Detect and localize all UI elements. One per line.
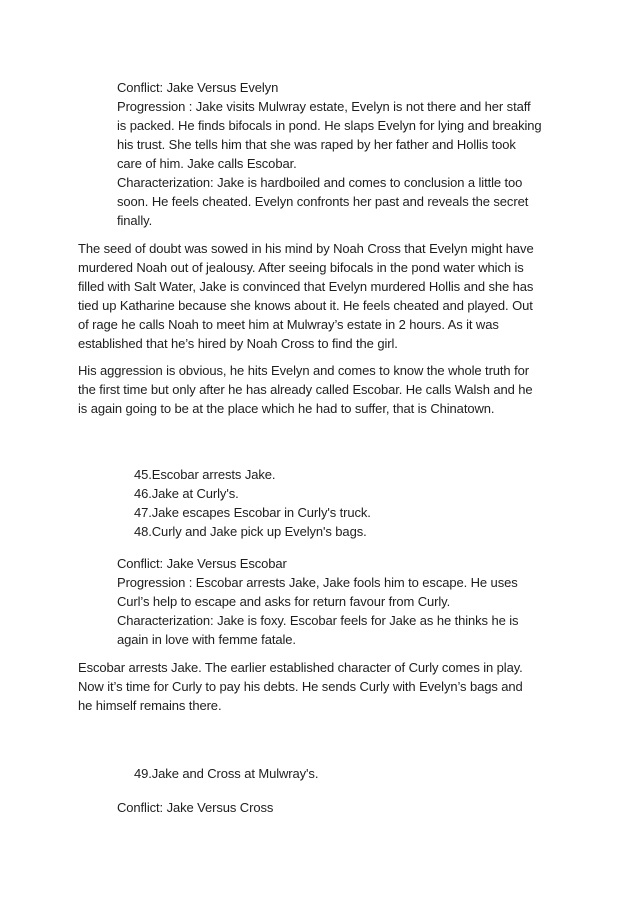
paragraph1-line: established that he’s hired by Noah Cross to find the girl. xyxy=(78,336,398,351)
paragraph1-line: The seed of doubt was sowed in his mind by Noah Cross that Evelyn might have xyxy=(78,241,534,256)
section1-characterization-line: Characterization: Jake is hardboiled and comes to conclusion a little too xyxy=(117,175,523,190)
paragraph1-line: of rage he calls Noah to meet him at Mulwray’s estate in 2 hours. As it was xyxy=(78,317,499,332)
section1-characterization-line: soon. He feels cheated. Evelyn confronts her past and reveals the secret xyxy=(117,194,529,209)
scene-list-item: 49.Jake and Cross at Mulwray's. xyxy=(134,766,319,781)
section1-progression-line: care of him. Jake calls Escobar. xyxy=(117,156,297,171)
section1-progression-line: is packed. He finds bifocals in pond. He slaps Evelyn for lying and breaking xyxy=(117,118,542,133)
paragraph1-line: filled with Salt Water, Jake is convinced that Evelyn murdered Hollis and she has xyxy=(78,279,534,294)
section3-conflict: Conflict: Jake Versus Cross xyxy=(117,800,274,815)
paragraph3-line: Escobar arrests Jake. The earlier established character of Curly comes in play. xyxy=(78,660,523,675)
section1-characterization-line: finally. xyxy=(117,213,153,228)
section1-progression-line: his trust. She tells him that she was raped by her father and Hollis took xyxy=(117,137,516,152)
section1-progression-line: Progression : Jake visits Mulwray estate, Evelyn is not there and her staff xyxy=(117,99,531,114)
paragraph3-line: Now it’s time for Curly to pay his debts. He sends Curly with Evelyn’s bags and xyxy=(78,679,523,694)
section2-progression-line: Curl’s help to escape and asks for return favour from Curly. xyxy=(117,594,451,609)
section2-characterization-line: Characterization: Jake is foxy. Escobar feels for Jake as he thinks he is xyxy=(117,613,519,628)
scene-list-item: 47.Jake escapes Escobar in Curly's truck. xyxy=(134,505,371,520)
paragraph2-line: is again going to be at the place which he had to suffer, that is Chinatown. xyxy=(78,401,495,416)
section2-characterization-line: again in love with femme fatale. xyxy=(117,632,296,647)
scene-list-item: 48.Curly and Jake pick up Evelyn's bags. xyxy=(134,524,367,539)
scene-list-item: 45.Escobar arrests Jake. xyxy=(134,467,276,482)
section1-conflict: Conflict: Jake Versus Evelyn xyxy=(117,80,279,95)
paragraph3-line: he himself remains there. xyxy=(78,698,222,713)
paragraph2-line: the first time but only after he has already called Escobar. He calls Walsh and he xyxy=(78,382,533,397)
paragraph1-line: murdered Noah out of jealousy. After seeing bifocals in the pond water which is xyxy=(78,260,524,275)
paragraph1-line: tied up Katharine because she knows about it. He feels cheated and played. Out xyxy=(78,298,533,313)
scene-list-item: 46.Jake at Curly's. xyxy=(134,486,239,501)
section2-conflict: Conflict: Jake Versus Escobar xyxy=(117,556,287,571)
section2-progression-line: Progression : Escobar arrests Jake, Jake fools him to escape. He uses xyxy=(117,575,518,590)
paragraph2-line: His aggression is obvious, he hits Evelyn and comes to know the whole truth for xyxy=(78,363,529,378)
